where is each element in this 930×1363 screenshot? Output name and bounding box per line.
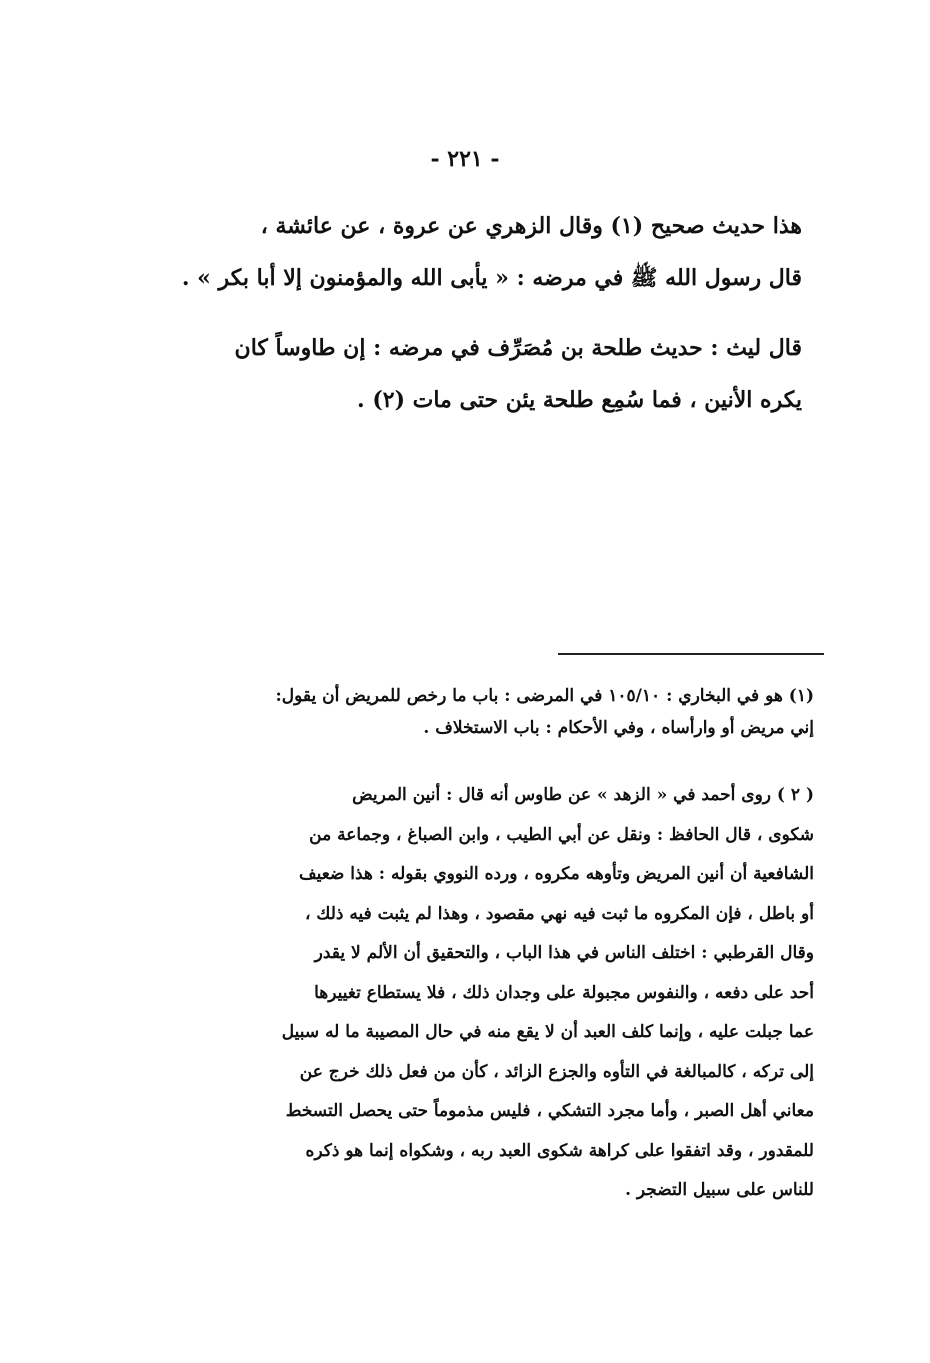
text-line: يكره الأنين ، فما سُمِع طلحة يئن حتى مات (٢) .	[357, 387, 802, 413]
footnote-line: شكوى ، قال الحافظ : ونقل عن أبي الطيب ، وابن الصباغ ، وجماعة من	[309, 824, 814, 845]
text-line: هذا حديث صحيح (١) وقال الزهري عن عروة ، عن عائشة ،	[260, 213, 802, 239]
footnote-line: وقال القرطبي : اختلف الناس في هذا الباب ، والتحقيق أن الألم لا يقدر	[314, 943, 814, 963]
footnote-2	[172, 776, 814, 1211]
main-paragraph-1	[160, 200, 802, 304]
footnote-divider	[558, 653, 824, 655]
footnote-line: للناس على سبيل التضجر .	[625, 1180, 814, 1200]
text-line: قال ليث : حديث طلحة بن مُصَرِّف في مرضه : إن طاوساً كان	[234, 335, 802, 361]
footnote-line: أحد على دفعه ، والنفوس مجبولة على وجدان ذلك ، فلا يستطاع تغييرها	[314, 982, 814, 1003]
footnote-1	[172, 680, 814, 744]
main-paragraph-2	[160, 322, 802, 426]
footnote-line: الشافعية أن أنين المريض وتأوهه مكروه ، ورده النووي بقوله : هذا ضعيف	[298, 864, 814, 884]
footnote-line: إني مريض أو وارأساه ، وفي الأحكام : باب الاستخلاف .	[423, 718, 814, 738]
footnote-line: عما جبلت عليه ، وإنما كلف العبد أن لا يقع منه في حال المصيبة ما له سبيل	[281, 1022, 814, 1042]
footnote-line: ( ٢ ) روى أحمد في « الزهد » عن طاوس أنه قال : أنين المريض	[352, 785, 814, 805]
footnote-line: إلى تركه ، كالمبالغة في التأوه والجزع الزائد ، كأن من فعل ذلك خرج عن	[299, 1061, 814, 1082]
footnote-line: معاني أهل الصبر ، وأما مجرد التشكي ، فليس مذموماً حتى يحصل التسخط	[285, 1101, 814, 1121]
page-number: - ٢٢١ -	[430, 146, 500, 172]
footnote-line: أو باطل ، فإن المكروه ما ثبت فيه نهي مقصود ، وهذا لم يثبت فيه ذلك ،	[304, 903, 814, 924]
footnote-line: للمقدور ، وقد اتفقوا على كراهة شكوى العبد ربه ، وشكواه إنما هو ذكره	[305, 1140, 814, 1161]
footnote-line: (١) هو في البخاري : ١٠٥/١٠ في المرضى : باب ما رخص للمريض أن يقول:	[275, 686, 814, 706]
text-line: قال رسول الله ﷺ في مرضه : « يأبى الله والمؤمنون إلا أبا بكر » .	[181, 265, 802, 291]
